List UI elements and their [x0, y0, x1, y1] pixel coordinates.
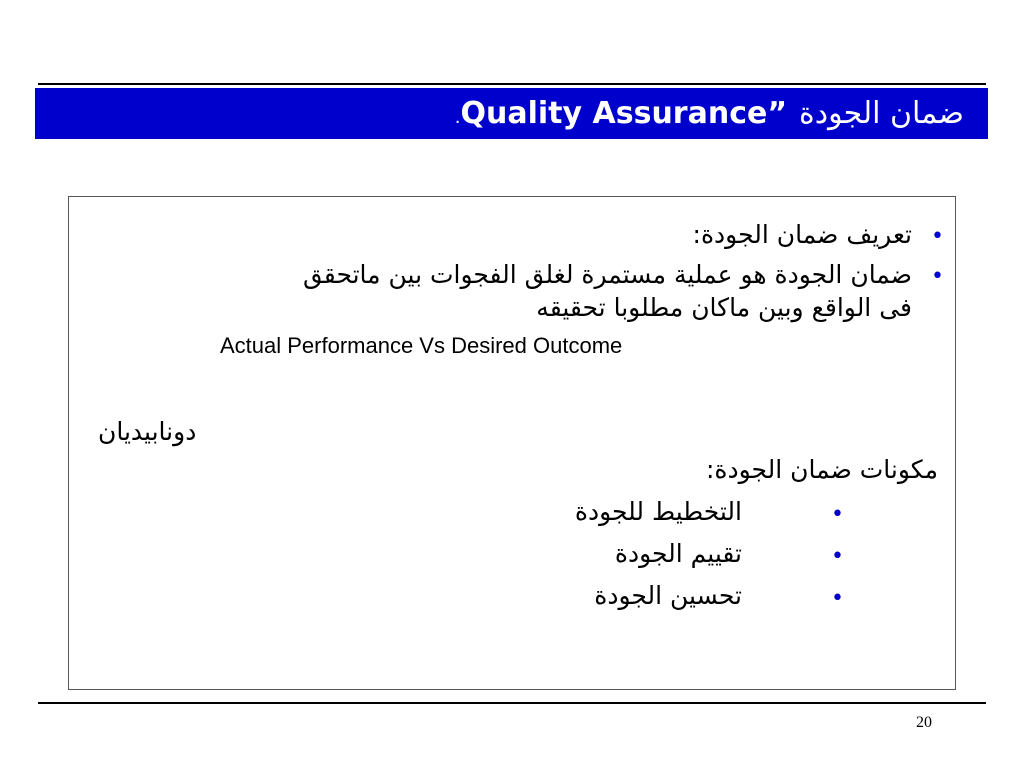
title-dot: . — [454, 107, 461, 128]
bullet-2-line-2: فى الواقع وبين ماكان مطلوبا تحقيقه — [536, 293, 912, 322]
title-bar — [35, 88, 988, 139]
component-1-text: التخطيط للجودة — [574, 497, 742, 526]
component-1-marker: • — [831, 502, 844, 527]
name-text: دونابيديان — [98, 417, 197, 446]
bullet-2-line-1: ضمان الجودة هو عملية مستمرة لغلق الفجوات بين ماتحقق — [302, 260, 912, 289]
component-2-marker: • — [831, 544, 844, 569]
page-number: 20 — [916, 714, 932, 731]
title-arabic: ضمان الجودة — [799, 96, 964, 131]
component-3-marker: • — [831, 586, 844, 611]
title-latin: Quality Assurance” — [460, 96, 788, 131]
english-subtitle: Actual Performance Vs Desired Outcome — [220, 333, 623, 358]
top-divider — [38, 83, 986, 85]
bullet-1-marker: • — [931, 224, 944, 249]
components-heading: مكونات ضمان الجودة: — [705, 455, 938, 484]
slide-title — [455, 88, 964, 139]
bullet-2-marker: • — [931, 264, 944, 289]
bottom-divider — [38, 702, 986, 704]
bullet-1-text: تعريف ضمان الجودة: — [692, 220, 912, 249]
component-3-text: تحسين الجودة — [594, 581, 742, 610]
component-2-text: تقييم الجودة — [614, 539, 742, 568]
